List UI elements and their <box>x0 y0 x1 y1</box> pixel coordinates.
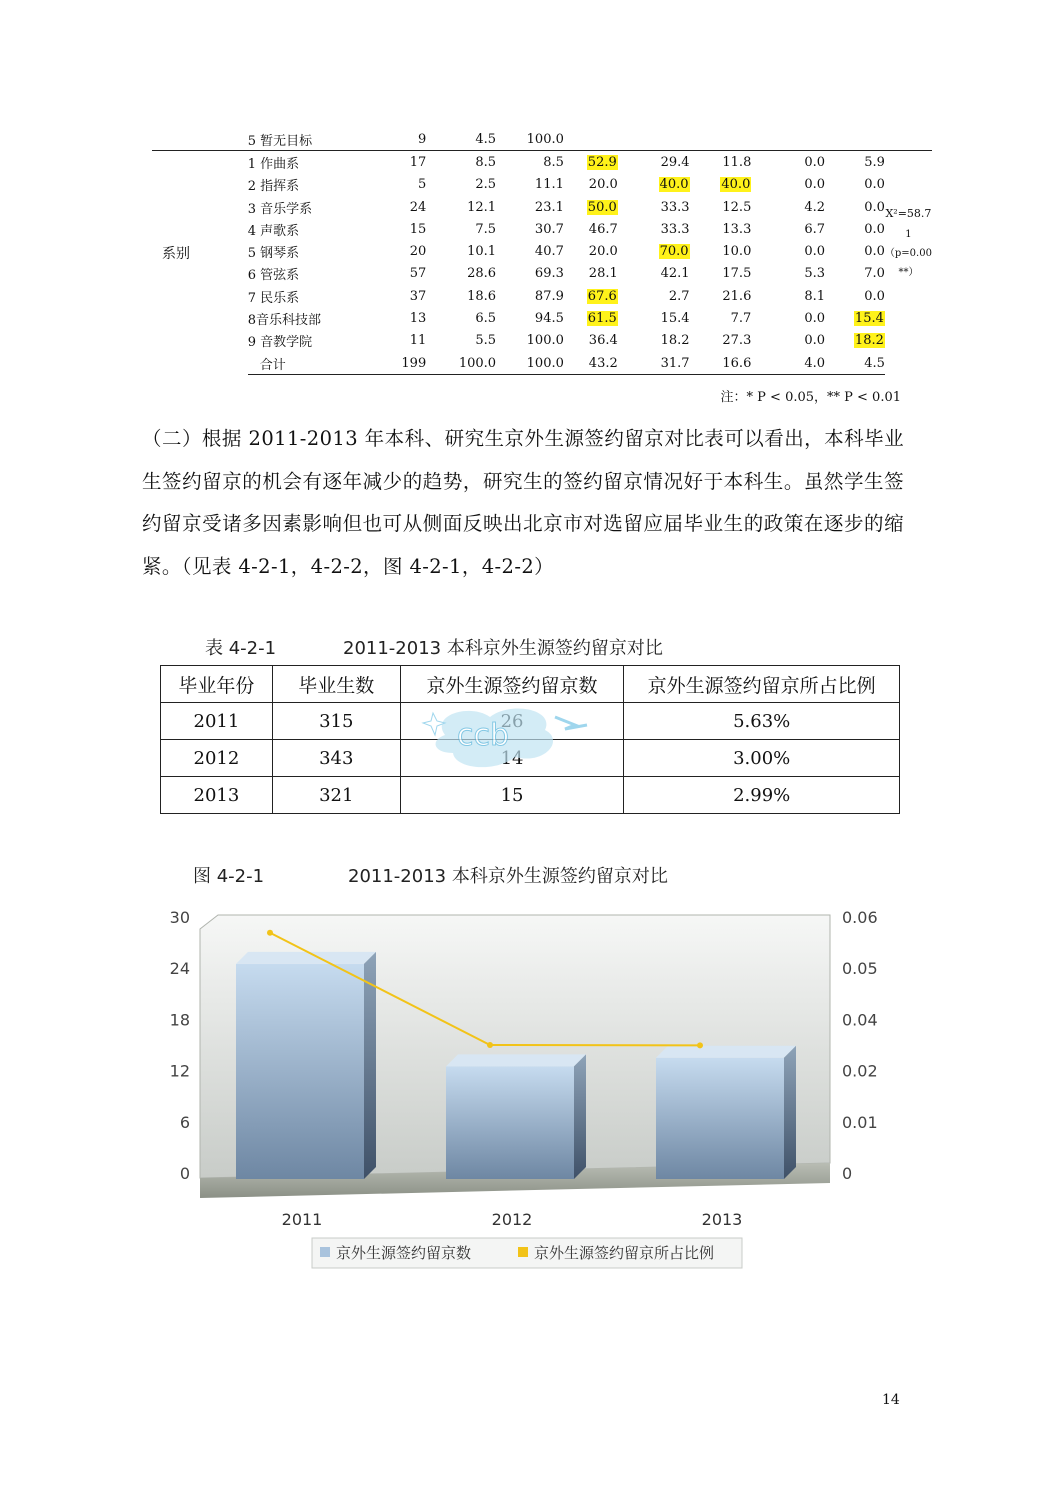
table-cell: 17.5 <box>722 266 752 282</box>
left-tick-label: 0 <box>179 1164 190 1183</box>
table-row <box>152 285 932 307</box>
table-cell: 2.5 <box>475 177 497 193</box>
table-cell: 15.4 <box>660 311 690 327</box>
table-cell: 27.3 <box>722 333 752 349</box>
table-row <box>152 263 932 285</box>
table-caption-title: 2011-2013 本科京外生源签约留京对比 <box>343 638 663 659</box>
row-label: 9 音教学院 <box>247 335 313 351</box>
table-row <box>152 330 932 352</box>
table-cell: 10.0 <box>722 244 752 260</box>
row-label: 8音乐科技部 <box>247 313 321 329</box>
table-cell: 0.0 <box>804 244 826 260</box>
table-cell: 5.5 <box>475 333 497 349</box>
legend-swatch-line <box>518 1247 528 1257</box>
statistics-table <box>152 128 932 375</box>
legend-label-line: 京外生源签约留京所占比例 <box>534 1244 715 1262</box>
table-cell: 94.5 <box>534 311 564 327</box>
table-cell: 6.7 <box>804 221 826 237</box>
table-row <box>152 218 932 240</box>
left-tick-label: 30 <box>169 908 190 927</box>
table-row <box>152 128 932 151</box>
x-tick-label: 2011 <box>281 1210 323 1229</box>
cell-year: 2011 <box>161 703 273 740</box>
table-cell: 18.2 <box>854 333 884 349</box>
table-cell: 6.5 <box>475 311 497 327</box>
table-cell: 42.1 <box>660 266 690 282</box>
bar <box>446 1054 586 1179</box>
table-cell: 0.0 <box>864 221 885 237</box>
table-cell: 4.0 <box>751 352 825 375</box>
table-cell: 4.5 <box>426 128 496 151</box>
table-cell: 20.0 <box>588 244 618 260</box>
left-tick-label: 12 <box>169 1061 190 1081</box>
table-footnote: 注：* P < 0.05，** P < 0.01 <box>720 390 901 405</box>
figure-caption <box>193 862 668 888</box>
header-signed-count: 京外生源签约留京数 <box>400 666 624 703</box>
cell-graduates: 321 <box>272 777 400 814</box>
row-label: 2 指挥系 <box>247 179 300 195</box>
legend-label-bars: 京外生源签约留京数 <box>336 1244 472 1262</box>
right-tick-label: 0 <box>842 1164 853 1183</box>
table-caption-number: 表 4-2-1 <box>205 638 277 659</box>
table-row <box>152 240 932 262</box>
table-cell: 52.9 <box>587 154 617 170</box>
watermark-text: ccb <box>457 718 510 753</box>
table-cell: 43.2 <box>564 352 618 375</box>
table-cell: 15 <box>409 221 427 237</box>
table-cell: 37 <box>409 288 427 304</box>
right-tick-label: 0.04 <box>842 1010 878 1030</box>
cell-year: 2013 <box>161 777 273 814</box>
left-tick-label: 18 <box>169 1010 190 1030</box>
table-cell: 4.2 <box>804 199 826 215</box>
table-cell: 20.0 <box>588 177 618 193</box>
table-cell: 67.6 <box>587 288 617 304</box>
right-tick-label: 0.01 <box>842 1112 878 1132</box>
chart-legend <box>312 1238 742 1268</box>
table-cell: 31.7 <box>618 352 690 375</box>
table-cell: 7.0 <box>864 266 885 282</box>
table-cell: 33.3 <box>660 199 690 215</box>
table-cell: 0.0 <box>804 333 826 349</box>
table-cell: 8.5 <box>543 154 564 170</box>
table-cell: 0.0 <box>864 177 885 193</box>
row-label: 5 钢琴系 <box>247 246 300 262</box>
table-cell: 33.3 <box>660 221 690 237</box>
table-row <box>161 777 900 814</box>
table-cell: 0.0 <box>864 199 885 215</box>
table-cell: 0.0 <box>804 154 826 170</box>
table-cell: 0.0 <box>804 177 826 193</box>
table-cell: 13 <box>409 311 427 327</box>
watermark-logo <box>415 695 595 775</box>
table-cell: 11.1 <box>534 177 564 193</box>
left-tick-label: 6 <box>179 1112 190 1132</box>
x-tick-label: 2012 <box>491 1210 533 1229</box>
table-cell: 18.2 <box>660 333 690 349</box>
table-cell: 0.0 <box>864 244 885 260</box>
combo-chart <box>140 895 900 1280</box>
table-cell: 69.3 <box>534 266 564 282</box>
table-cell: 100.0 <box>496 352 564 375</box>
table-cell: 70.0 <box>659 244 689 260</box>
row-label: 5 暂无目标 <box>248 128 383 151</box>
table-row <box>152 352 932 375</box>
table-cell: 199 <box>382 352 426 375</box>
table-cell: 5 <box>417 177 427 193</box>
table-cell: 28.6 <box>467 266 497 282</box>
x-axis <box>282 1210 743 1229</box>
left-tick-label: 24 <box>169 959 190 979</box>
table-cell: 7.5 <box>475 221 497 237</box>
cell-signed-ratio: 2.99% <box>624 777 900 814</box>
cell-signed-ratio: 3.00% <box>624 740 900 777</box>
table-cell: 28.1 <box>588 266 618 282</box>
cell-signed-ratio: 5.63% <box>624 703 900 740</box>
table-cell: 17 <box>409 154 427 170</box>
table-cell: 18.6 <box>467 288 497 304</box>
table-cell: 100.0 <box>426 352 496 375</box>
row-label: 6 管弦系 <box>247 268 300 284</box>
group-label: 系别 <box>162 246 190 263</box>
figure-caption-title: 2011-2013 本科京外生源签约留京对比 <box>348 866 668 887</box>
page-number: 14 <box>882 1392 900 1408</box>
table-cell: 15.4 <box>854 311 884 327</box>
table-caption <box>205 634 663 660</box>
cell-graduates: 343 <box>272 740 400 777</box>
table-cell: 57 <box>409 266 427 282</box>
right-tick-label: 0.05 <box>842 959 878 979</box>
table-cell <box>751 128 825 151</box>
table-cell: 20 <box>409 244 427 260</box>
table-cell: 8.5 <box>475 154 497 170</box>
table-cell <box>690 128 752 151</box>
row-label: 合计 <box>248 352 383 375</box>
right-axis <box>842 908 878 1183</box>
table-cell: 36.4 <box>588 333 618 349</box>
table-cell: 40.0 <box>721 177 751 193</box>
x-tick-label: 2013 <box>701 1210 743 1229</box>
table-cell: 24 <box>409 199 427 215</box>
right-tick-label: 0.02 <box>842 1061 878 1081</box>
bar <box>236 952 376 1179</box>
table-cell: 61.5 <box>587 311 617 327</box>
left-axis <box>170 908 190 1183</box>
table-cell: 30.7 <box>534 221 564 237</box>
table-cell: 11 <box>409 333 427 349</box>
bar <box>656 1046 796 1179</box>
table-cell: 11.8 <box>722 154 752 170</box>
table-cell: 5.9 <box>864 154 885 170</box>
table-cell: 87.9 <box>534 288 564 304</box>
table-cell: 9 <box>382 128 426 151</box>
table-cell: 23.1 <box>534 199 564 215</box>
row-label: 3 音乐学系 <box>247 201 313 217</box>
cell-signed-count: 15 <box>400 777 624 814</box>
table-cell: 40.7 <box>534 244 564 260</box>
table-cell: 21.6 <box>722 288 752 304</box>
table-row <box>152 174 932 196</box>
right-tick-label: 0.06 <box>842 908 878 927</box>
table-cell: 4.5 <box>825 352 885 375</box>
table-cell: 50.0 <box>587 199 617 215</box>
table-cell <box>825 128 885 151</box>
table-cell: 100.0 <box>526 333 564 349</box>
ratio-point <box>487 1042 493 1048</box>
body-paragraph: （二）根据 2011-2013 年本科、研究生京外生源签约留京对比表可以看出，本科毕业生签约留京的机会有逐年减少的趋势，研究生的签约留京情况好于本科生。虽然学生签约留京受诸多因素影响但也可从侧面反映出北京市对选留应届毕业生的政策在逐步的缩紧。（见表 4-2-1，4-2-2，图 4-2-1，4-2-2） <box>142 427 904 578</box>
table-row <box>152 151 932 174</box>
table-cell: 13.3 <box>722 221 752 237</box>
ratio-point <box>267 930 273 936</box>
table-cell: 40.0 <box>659 177 689 193</box>
table-cell: 7.7 <box>730 311 752 327</box>
ratio-point <box>697 1042 703 1048</box>
table-cell: 10.1 <box>467 244 497 260</box>
table-cell: 12.5 <box>722 199 752 215</box>
header-signed-ratio: 京外生源签约留京所占比例 <box>624 666 900 703</box>
table-cell: 12.1 <box>467 199 497 215</box>
header-year: 毕业年份 <box>161 666 273 703</box>
table-row <box>152 307 932 329</box>
table-cell: 2.7 <box>668 288 690 304</box>
table-cell <box>618 128 690 151</box>
table-cell: 16.6 <box>690 352 752 375</box>
cell-year: 2012 <box>161 740 273 777</box>
table-cell: 5.3 <box>804 266 826 282</box>
table-cell: 100.0 <box>496 128 564 151</box>
row-label: 1 作曲系 <box>247 156 300 172</box>
table-cell: 0.0 <box>804 311 826 327</box>
header-graduates: 毕业生数 <box>272 666 400 703</box>
row-label: 7 民乐系 <box>247 290 300 306</box>
table-cell <box>564 128 618 151</box>
table-cell: 8.1 <box>804 288 826 304</box>
cell-graduates: 315 <box>272 703 400 740</box>
table-cell: 0.0 <box>864 288 885 304</box>
table-row <box>152 196 932 218</box>
table-cell: 46.7 <box>588 221 618 237</box>
chi-square-note: X²=58.7 1 （p=0.00 **） <box>884 207 932 278</box>
legend-swatch-bars <box>320 1247 330 1257</box>
figure-caption-number: 图 4-2-1 <box>193 866 265 887</box>
table-cell: 29.4 <box>660 154 690 170</box>
row-label: 4 声歌系 <box>247 223 300 239</box>
